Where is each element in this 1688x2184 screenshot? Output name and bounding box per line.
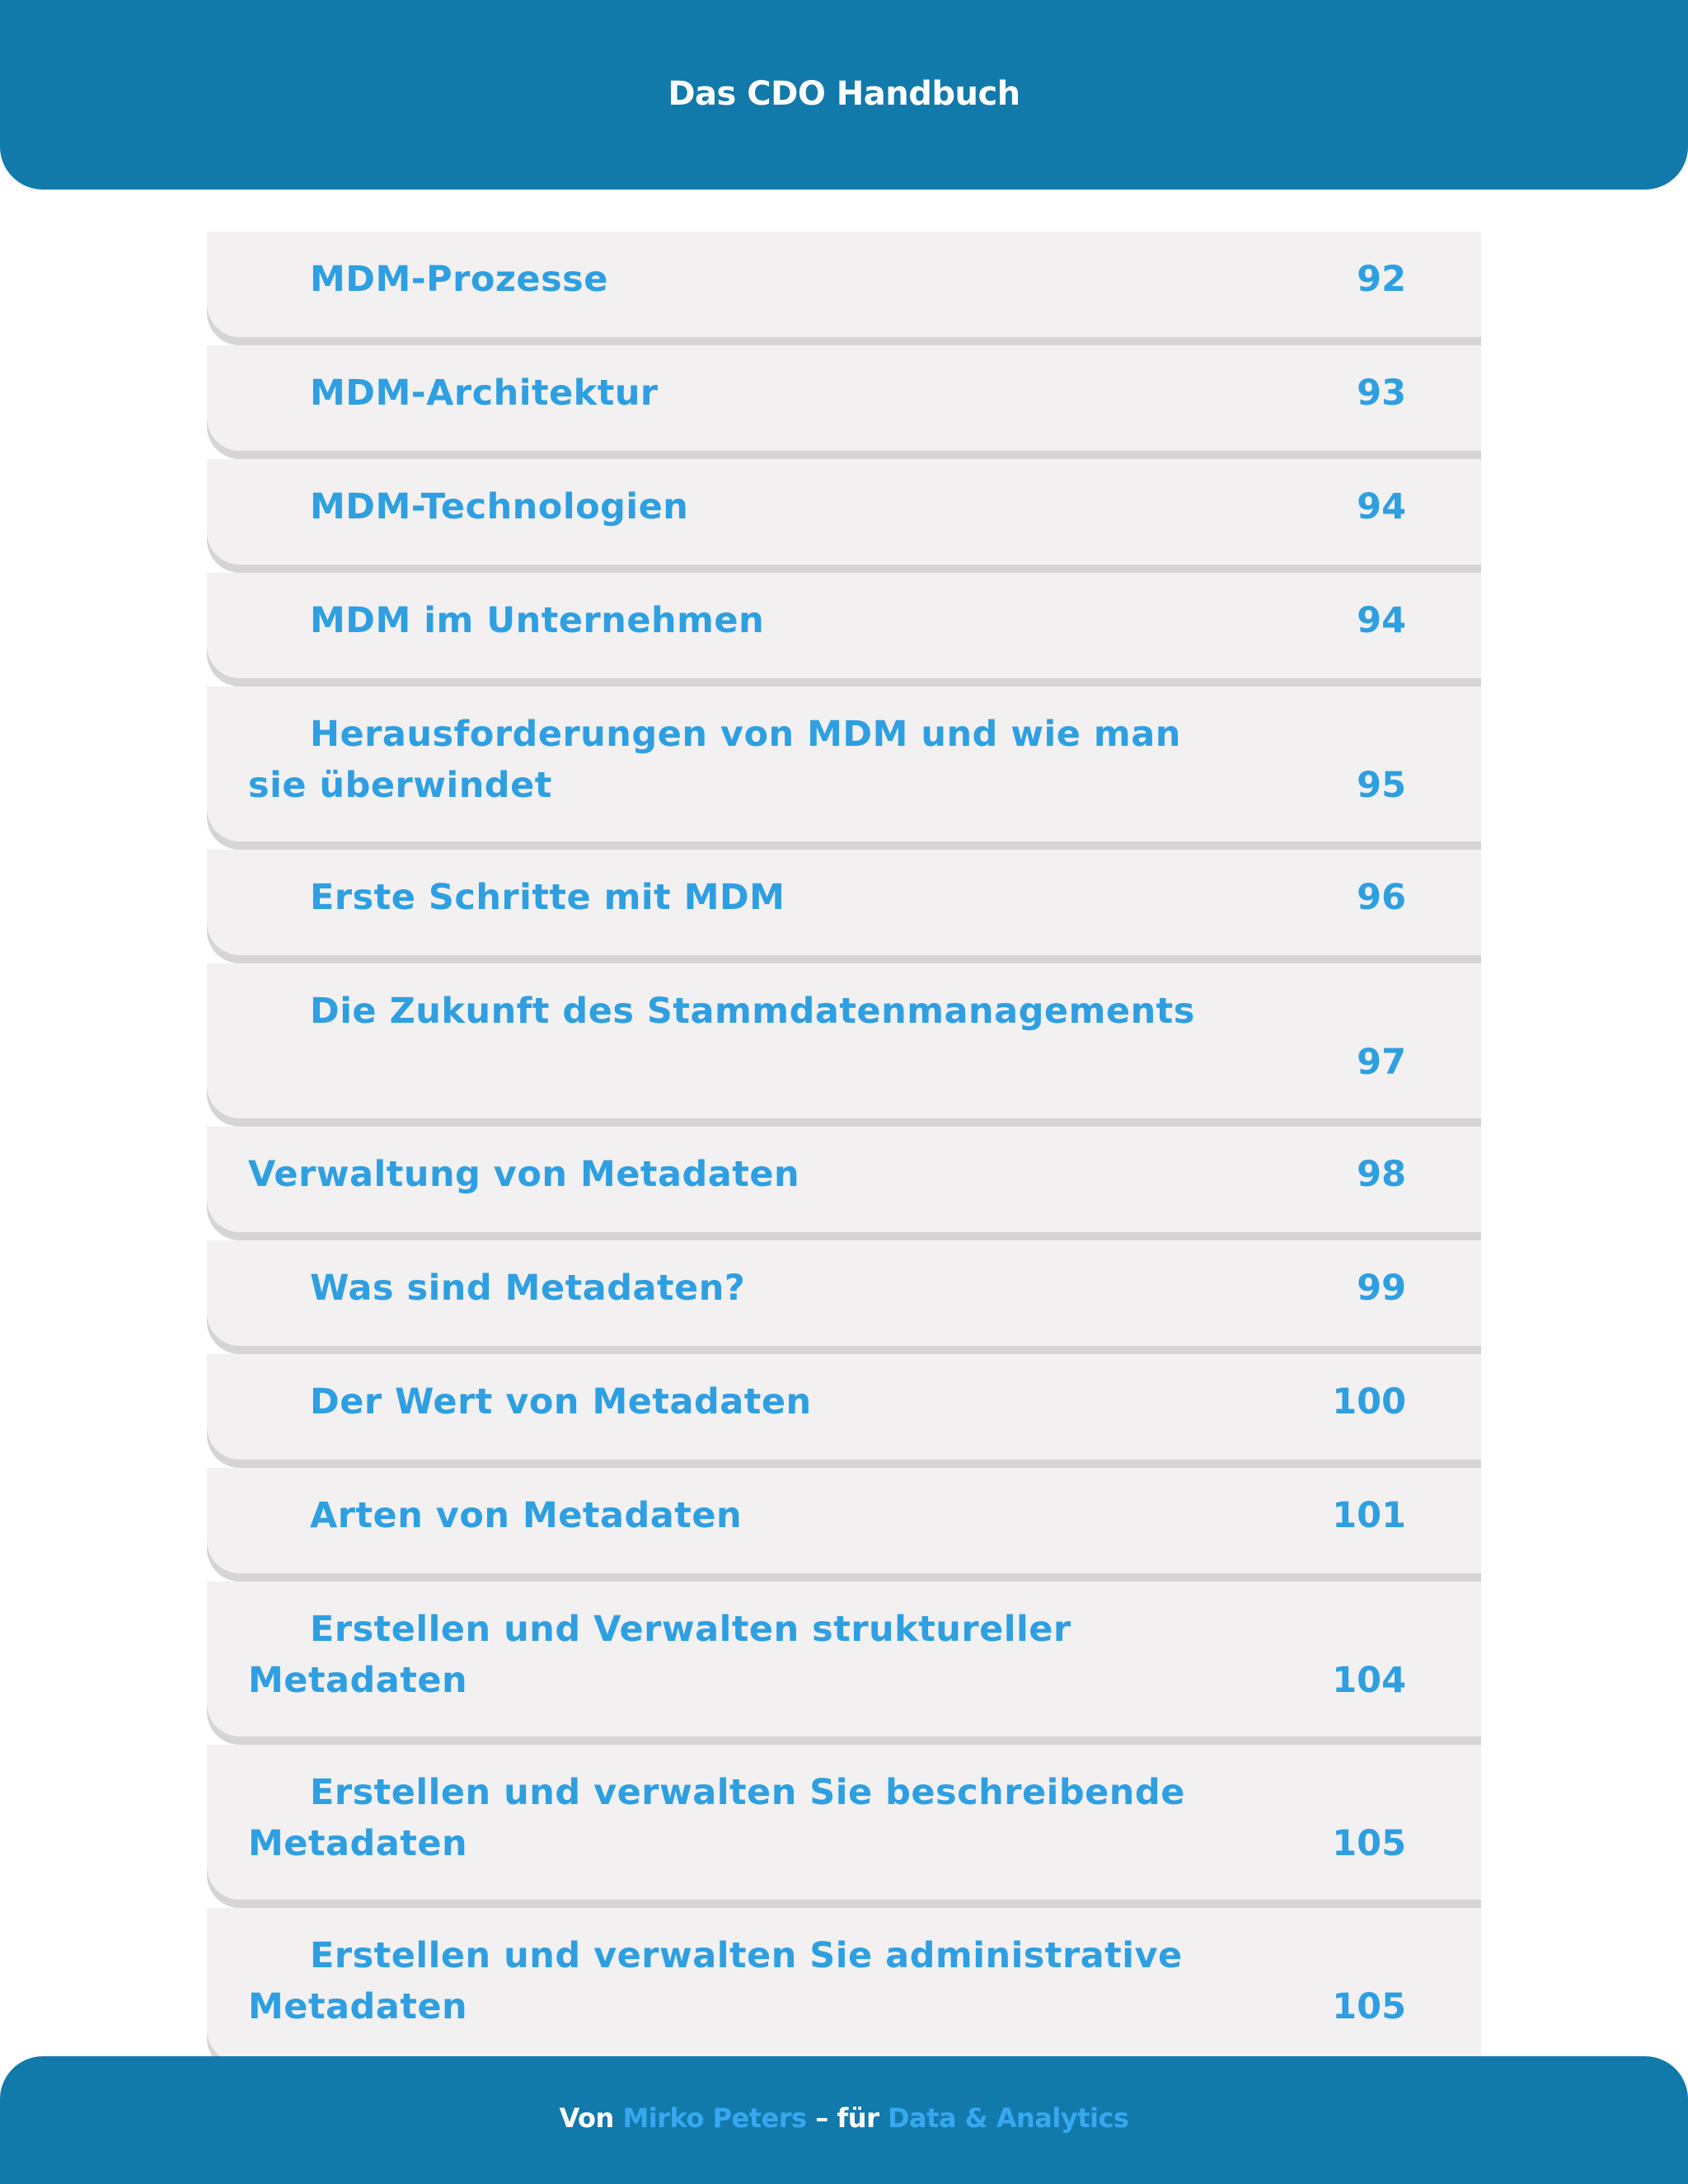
footer-author: Mirko Peters — [622, 2102, 807, 2134]
toc-entry-page: 105 — [1332, 1823, 1406, 1864]
table-of-contents — [207, 232, 1481, 2071]
toc-entry-title: Verwaltung von Metadaten — [248, 1154, 800, 1195]
toc-entry-page: 100 — [1332, 1381, 1406, 1422]
toc-entry[interactable] — [207, 687, 1481, 841]
toc-entry-title: Erstellen und Verwalten struktureller Metadaten — [248, 1609, 1071, 1701]
toc-entry-page: 92 — [1357, 259, 1406, 300]
toc-entry[interactable] — [207, 1354, 1481, 1460]
toc-entry-title: Was sind Metadaten? — [310, 1268, 746, 1309]
toc-entry-title: Erstellen und verwalten Sie administrative Metadaten — [248, 1935, 1183, 2027]
toc-entry[interactable] — [207, 459, 1481, 565]
toc-entry-page: 94 — [1357, 600, 1406, 641]
toc-entry-page: 95 — [1357, 765, 1406, 806]
toc-entry-title: MDM-Technologien — [310, 486, 689, 527]
toc-entry[interactable] — [207, 573, 1481, 678]
toc-entry-page: 101 — [1332, 1495, 1406, 1536]
toc-entry-page: 94 — [1357, 486, 1406, 527]
toc-section-heading[interactable] — [207, 1127, 1481, 1232]
toc-entry[interactable] — [207, 1582, 1481, 1736]
toc-entry[interactable] — [207, 232, 1481, 337]
toc-entry[interactable] — [207, 1468, 1481, 1573]
toc-entry-page: 93 — [1357, 373, 1406, 414]
toc-entry[interactable] — [207, 1240, 1481, 1346]
toc-entry-title: Herausforderungen von MDM und wie man sie überwindet — [248, 714, 1181, 806]
toc-entry-title: Die Zukunft des Stammdatenmanagements — [310, 991, 1195, 1032]
toc-entry-title: Arten von Metadaten — [310, 1495, 743, 1536]
toc-entry[interactable] — [207, 1745, 1481, 1900]
footer-credit — [0, 2097, 1688, 2139]
toc-entry-title: Erstellen und verwalten Sie beschreibende Metadaten — [248, 1772, 1185, 1864]
toc-entry-page: 98 — [1357, 1154, 1406, 1195]
toc-entry-title: MDM-Architektur — [310, 373, 659, 414]
toc-entry-title: Der Wert von Metadaten — [310, 1381, 812, 1422]
toc-entry-title: MDM im Unternehmen — [310, 600, 765, 641]
toc-entry-title: MDM-Prozesse — [310, 259, 608, 300]
toc-entry-page: 105 — [1332, 1986, 1406, 2027]
footer-topic: Data & Analytics — [887, 2102, 1129, 2134]
footer-prefix: Von — [559, 2102, 614, 2134]
page-title: Das CDO Handbuch — [668, 75, 1020, 113]
toc-entry-page: 96 — [1357, 877, 1406, 918]
toc-entry-title: Erste Schritte mit MDM — [310, 877, 785, 918]
toc-entry[interactable] — [207, 963, 1481, 1118]
toc-entry-page: 99 — [1357, 1268, 1406, 1309]
toc-entry-page: 104 — [1332, 1660, 1406, 1701]
header-bar — [0, 0, 1688, 190]
toc-entry[interactable] — [207, 345, 1481, 451]
toc-entry-page: 97 — [1357, 1042, 1406, 1083]
footer-separator: – für — [815, 2102, 879, 2134]
toc-entry[interactable] — [207, 850, 1481, 955]
toc-entry[interactable] — [207, 1908, 1481, 2063]
